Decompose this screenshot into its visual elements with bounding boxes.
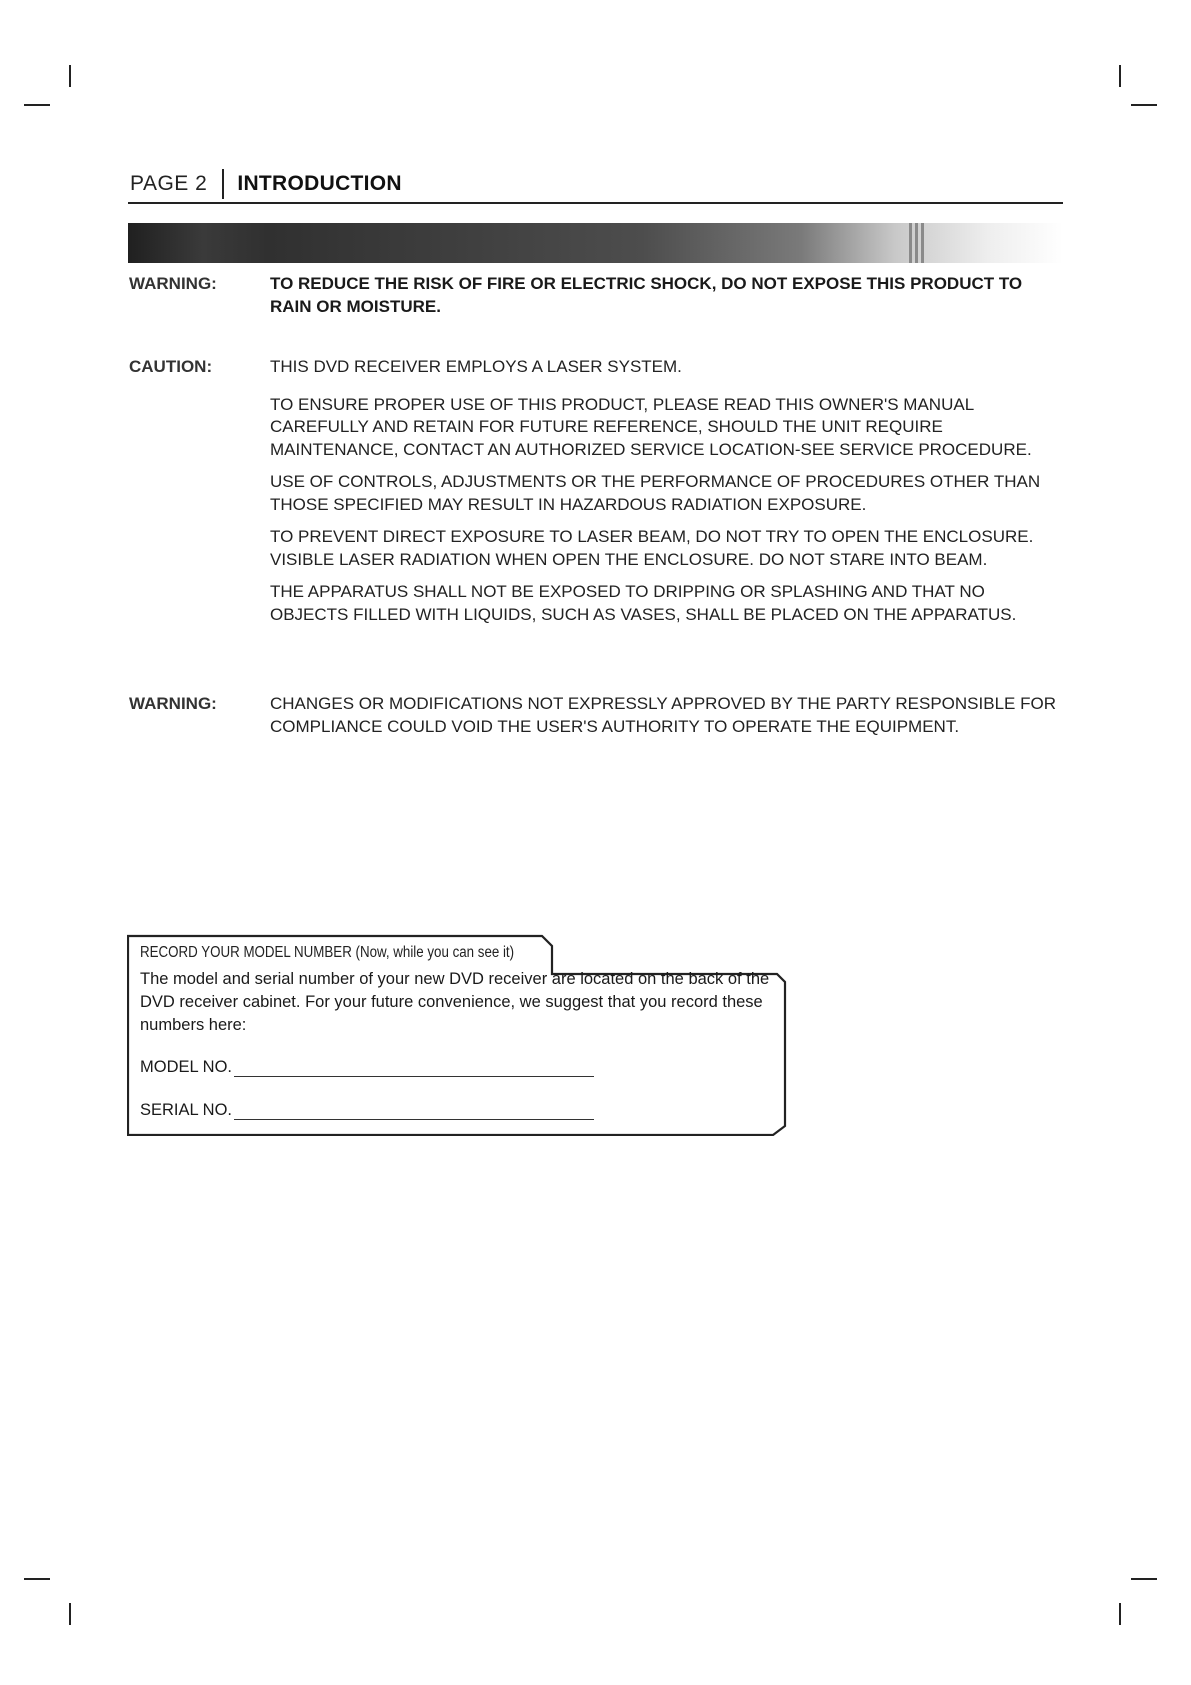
model-number-label: MODEL NO.	[140, 1058, 232, 1076]
caution-paragraph: THE APPARATUS SHALL NOT BE EXPOSED TO DRIPPING OR SPLASHING AND THAT NO OBJECTS FILLED WITH LIQUIDS, SUCH AS VASES, SHALL BE PLACED ON THE APPARATUS.	[270, 582, 1017, 624]
caution-paragraph: TO PREVENT DIRECT EXPOSURE TO LASER BEAM, DO NOT TRY TO OPEN THE ENCLOSURE. VISIBLE LASER RADIATION WHEN OPEN THE ENCLOSURE. DO NOT STARE INTO BEAM.	[270, 527, 1034, 569]
header-rule	[128, 202, 1063, 204]
header-separator	[222, 169, 224, 199]
serial-number-label: SERIAL NO.	[140, 1101, 232, 1119]
record-title: RECORD YOUR MODEL NUMBER (Now, while you can see it)	[140, 944, 515, 961]
model-number-field	[140, 1058, 594, 1077]
crop-mark	[24, 1578, 50, 1580]
serial-number-field	[140, 1101, 594, 1120]
record-model-box	[127, 934, 787, 1136]
crop-mark	[1131, 104, 1157, 106]
page-header	[130, 166, 402, 202]
warning-label: WARNING:	[129, 274, 217, 293]
page-number: PAGE 2	[130, 172, 208, 195]
caution-paragraph: TO ENSURE PROPER USE OF THIS PRODUCT, PLEASE READ THIS OWNER'S MANUAL CAREFULLY AND RETAIN FOR FUTURE REFERENCE, SHOULD THE UNIT REQUIRE MAINTENANCE, CONTACT AN AUTHORIZED SERVICE LOCATION-SEE SERVICE PROCEDURE.	[270, 394, 1032, 459]
crop-mark	[69, 65, 71, 87]
warning-text: TO REDUCE THE RISK OF FIRE OR ELECTRIC SHOCK, DO NOT EXPOSE THIS PRODUCT TO RAIN OR MOISTURE.	[270, 274, 1023, 316]
banner-stripes	[909, 223, 924, 263]
record-instructions: The model and serial number of your new DVD receiver are located on the back of the DVD receiver cabinet. For your future convenience, we suggest that you record these numbers here:	[140, 970, 770, 1034]
crop-mark	[1119, 1603, 1121, 1625]
warning-text: CHANGES OR MODIFICATIONS NOT EXPRESSLY APPROVED BY THE PARTY RESPONSIBLE FOR COMPLIANCE COULD VOID THE USER'S AUTHORITY TO OPERATE THE EQUIPMENT.	[270, 694, 1056, 736]
serial-number-line	[234, 1101, 594, 1120]
caution-body	[270, 356, 1060, 636]
model-number-line	[234, 1058, 594, 1077]
crop-mark	[69, 1603, 71, 1625]
warning-label: WARNING:	[129, 694, 217, 713]
caution-label: CAUTION:	[129, 357, 213, 376]
caution-paragraph: THIS DVD RECEIVER EMPLOYS A LASER SYSTEM.	[270, 357, 682, 376]
caution-paragraph: USE OF CONTROLS, ADJUSTMENTS OR THE PERFORMANCE OF PROCEDURES OTHER THAN THOSE SPECIFIED MAY RESULT IN HAZARDOUS RADIATION EXPOSURE.	[270, 472, 1041, 514]
crop-mark	[1119, 65, 1121, 87]
section-title: INTRODUCTION	[237, 172, 402, 195]
crop-mark	[24, 104, 50, 106]
crop-mark	[1131, 1578, 1157, 1580]
